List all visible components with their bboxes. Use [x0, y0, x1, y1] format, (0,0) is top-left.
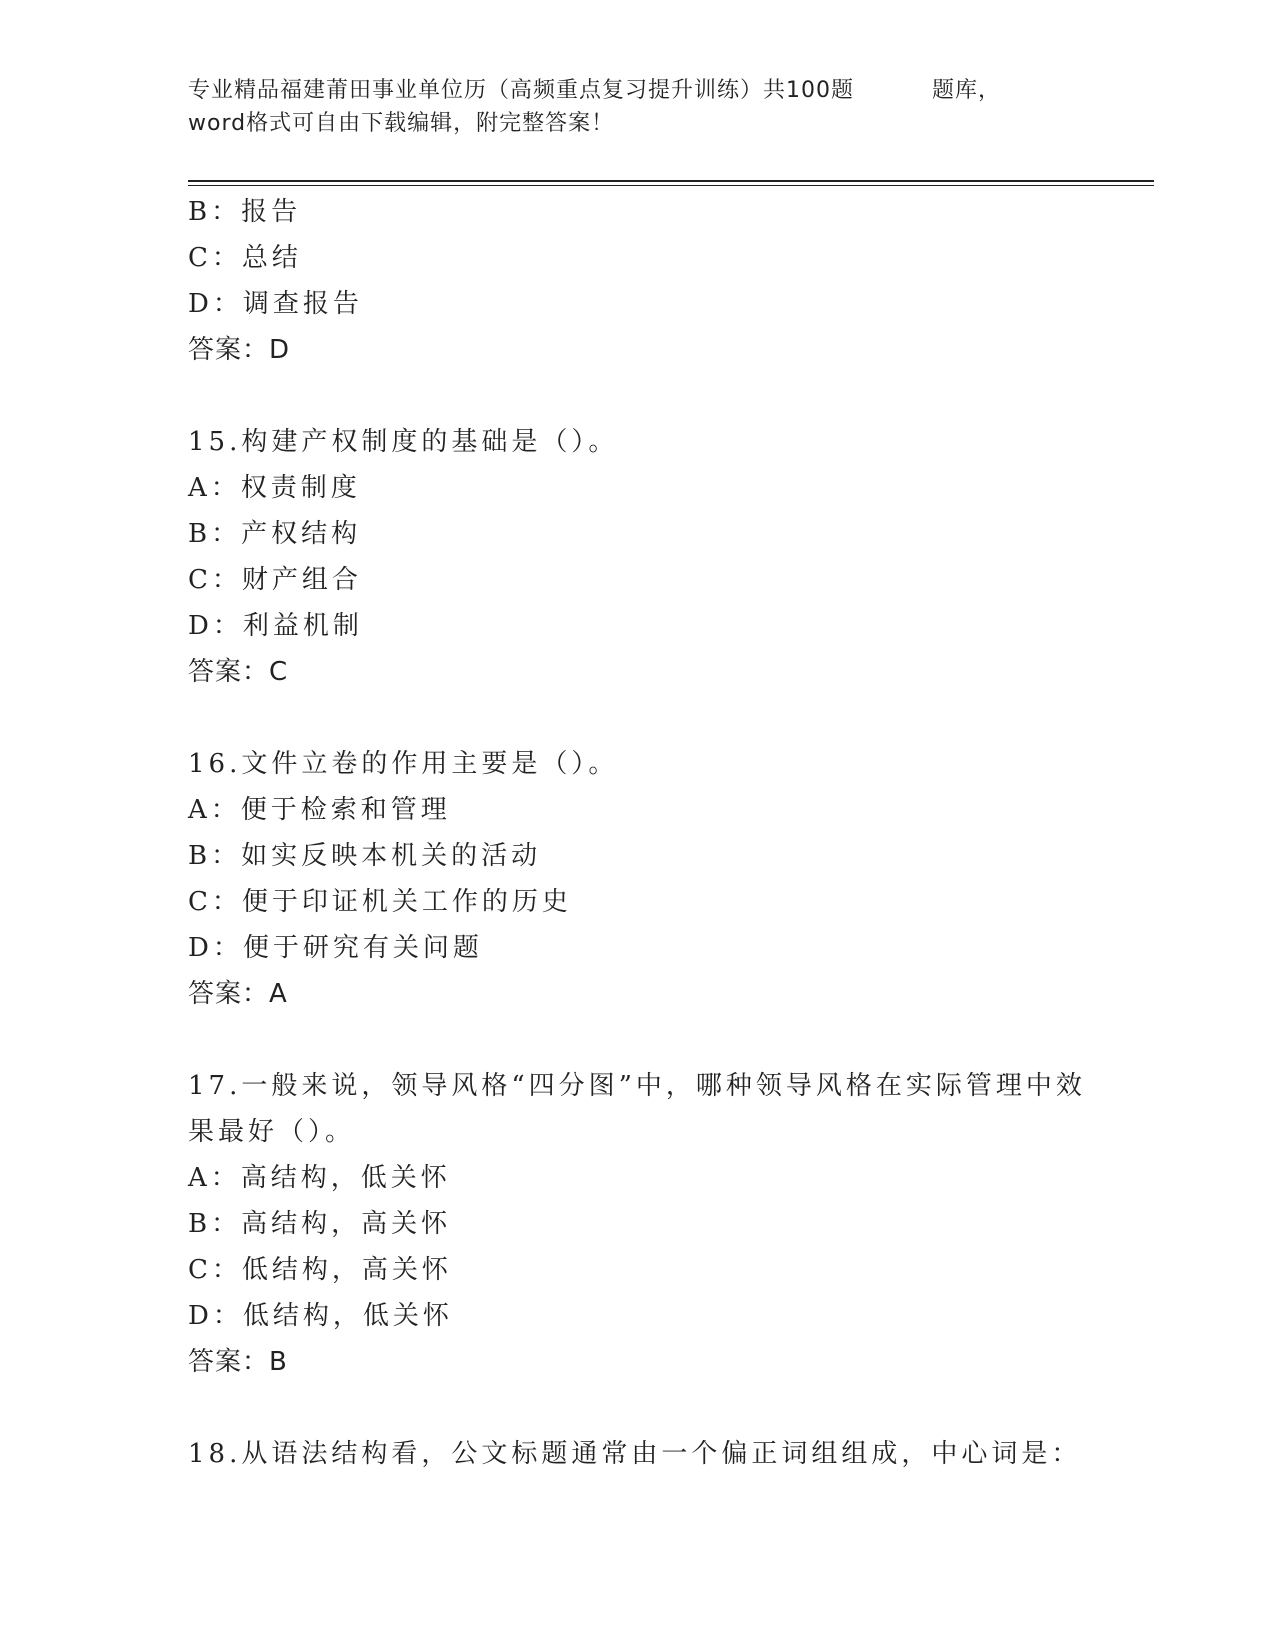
q17-option-c: C：低结构，高关怀 — [188, 1255, 452, 1285]
q16-option-a: A：便于检索和管理 — [188, 795, 451, 825]
q14-answer: 答案：D — [188, 335, 291, 365]
q17-option-d: D：低结构，低关怀 — [188, 1301, 453, 1331]
q17-answer: 答案：B — [188, 1347, 288, 1377]
q14-option-d: D：调查报告 — [188, 289, 363, 319]
header-title: 专业精品福建莆田事业单位历（高频重点复习提升训练）共100题 — [188, 78, 854, 103]
q16-answer: 答案：A — [188, 979, 288, 1009]
header-title-suffix: 题库， — [932, 78, 1002, 103]
q14-option-b: B：报告 — [188, 197, 302, 227]
q15-option-a: A：权责制度 — [188, 473, 361, 503]
q16-option-d: D：便于研究有关问题 — [188, 933, 483, 963]
q18-stem: 18.从语法结构看，公文标题通常由一个偏正词组组成，中心词是： — [188, 1439, 1082, 1469]
q15-option-c: C：财产组合 — [188, 565, 362, 595]
q17-stem-line-1: 17.一般来说，领导风格“四分图”中，哪种领导风格在实际管理中效 — [188, 1071, 1086, 1101]
q14-option-c: C：总结 — [188, 243, 302, 273]
q15-stem: 15.构建产权制度的基础是（）。 — [188, 427, 619, 457]
header-line-1 — [188, 74, 1068, 107]
q15-option-b: B：产权结构 — [188, 519, 362, 549]
q17-option-a: A：高结构，低关怀 — [188, 1163, 451, 1193]
q17-stem-line-2: 果最好（）。 — [188, 1117, 356, 1147]
q15-option-d: D：利益机制 — [188, 611, 363, 641]
header-divider-thin — [188, 185, 1154, 186]
q16-option-c: C：便于印证机关工作的历史 — [188, 887, 572, 917]
q15-answer: 答案：C — [188, 657, 289, 687]
document-header — [188, 74, 1068, 140]
header-divider — [188, 180, 1154, 182]
q16-option-b: B：如实反映本机关的活动 — [188, 841, 542, 871]
header-line-2: word格式可自由下载编辑，附完整答案！ — [188, 111, 615, 136]
q16-stem: 16.文件立卷的作用主要是（）。 — [188, 749, 619, 779]
q17-option-b: B：高结构，高关怀 — [188, 1209, 452, 1239]
question-list — [188, 189, 1148, 1477]
